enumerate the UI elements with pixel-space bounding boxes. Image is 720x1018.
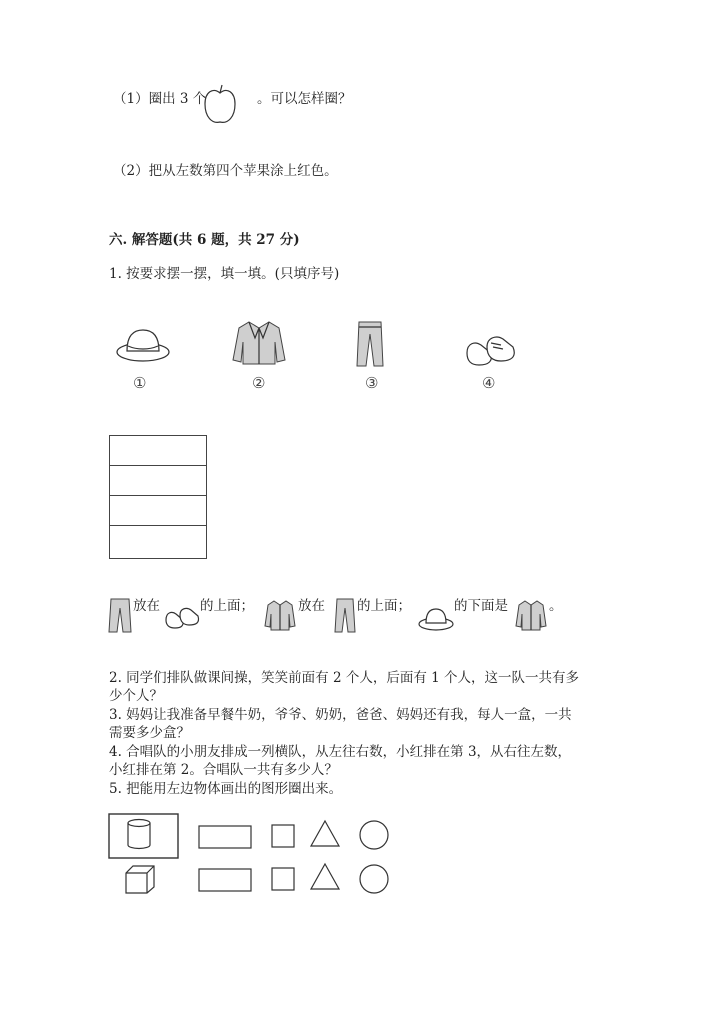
square-shape[interactable] (272, 825, 294, 847)
grid-slot[interactable] (110, 496, 206, 526)
apple-icon (203, 84, 237, 126)
problem1-prompt: 1. 按要求摆一摆，填一填。(只填序号) (109, 266, 340, 282)
hat-icon (418, 608, 454, 632)
sentence-part-f: 。 (549, 598, 563, 614)
q2-text: （2）把从左数第四个苹果涂上红色。 (113, 163, 338, 179)
triangle-shape[interactable] (311, 821, 339, 846)
problem5-prompt: 5. 把能用左边物体画出的图形圈出来。 (109, 781, 343, 797)
jacket-icon (231, 320, 287, 366)
q1-text-after: 。可以怎样圈？ (257, 91, 352, 107)
jacket-icon (515, 600, 547, 632)
stacking-grid (109, 435, 207, 559)
rectangle-shape[interactable] (199, 826, 251, 848)
grid-slot[interactable] (110, 466, 206, 496)
problem2-line1: 2. 同学们排队做课间操，笑笑前面有 2 个人，后面有 1 个人，这一队一共有多 (109, 670, 580, 686)
rectangle-shape[interactable] (199, 869, 251, 891)
sentence-part-b: 的上面； (200, 598, 254, 614)
sentence-part-c: 放在 (298, 598, 325, 614)
item-label-4: ④ (482, 374, 496, 392)
item-label-2: ② (252, 374, 266, 392)
hat-icon (115, 328, 171, 364)
square-shape[interactable] (272, 868, 294, 890)
pants-icon (334, 598, 356, 634)
problem4-line2: 小红排在第 2。合唱队一共有多少人？ (109, 762, 338, 778)
q1-text-before: （1）圈出 3 个 (113, 91, 207, 107)
item-label-1: ① (133, 374, 147, 392)
shapes-figure (108, 812, 398, 898)
circle-shape[interactable] (360, 821, 388, 849)
section-title: 六. 解答题(共 6 题，共 27 分) (109, 232, 300, 248)
grid-slot[interactable] (110, 526, 206, 556)
jacket-icon (264, 600, 296, 632)
triangle-shape[interactable] (311, 864, 339, 889)
problem4-line1: 4. 合唱队的小朋友排成一列横队，从左往右数，小红排在第 3，从右往左数， (109, 744, 572, 760)
grid-slot[interactable] (110, 436, 206, 466)
sentence-part-d: 的上面； (357, 598, 411, 614)
cube-icon (126, 866, 154, 893)
pants-icon (108, 598, 132, 634)
shoes-icon (165, 606, 201, 632)
cylinder-icon (128, 820, 150, 849)
problem3-line2: 需要多少盒？ (109, 725, 190, 741)
item-label-3: ③ (365, 374, 379, 392)
pants-icon (355, 320, 385, 368)
problem2-line2: 少个人？ (109, 688, 163, 704)
sentence-part-a: 放在 (133, 598, 160, 614)
sentence-part-e: 的下面是 (454, 598, 508, 614)
circle-shape[interactable] (360, 865, 388, 893)
problem3-line1: 3. 妈妈让我准备早餐牛奶，爷爷、奶奶，爸爸、妈妈还有我，每人一盒，一共 (109, 707, 572, 723)
shoes-icon (465, 333, 517, 367)
